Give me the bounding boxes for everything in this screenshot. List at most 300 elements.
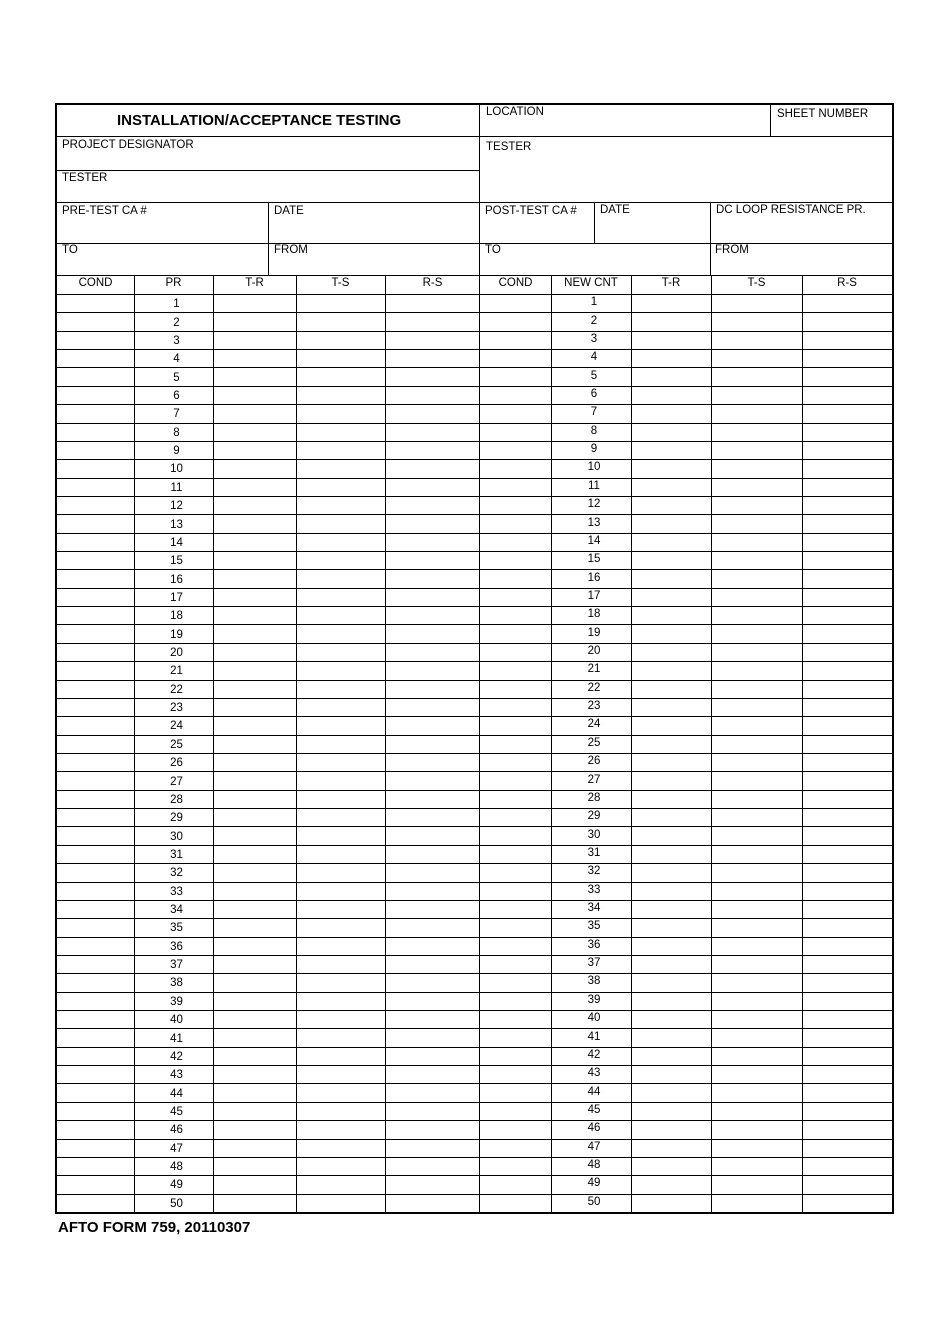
left-cell-input[interactable] bbox=[385, 551, 480, 569]
left-cell-input[interactable] bbox=[296, 1139, 385, 1157]
right-cell-input[interactable] bbox=[711, 661, 802, 679]
right-cell-input[interactable] bbox=[711, 1139, 802, 1157]
left-cell-input[interactable] bbox=[213, 606, 296, 624]
left-cell-input[interactable] bbox=[385, 973, 480, 991]
left-cell-input[interactable] bbox=[213, 1065, 296, 1083]
left-cell-input[interactable] bbox=[296, 900, 385, 918]
left-cell-input[interactable] bbox=[385, 1157, 480, 1175]
right-cell-input[interactable] bbox=[711, 551, 802, 569]
right-cell-input[interactable] bbox=[711, 680, 802, 698]
right-cell-input[interactable] bbox=[631, 973, 711, 991]
right-cell-input[interactable] bbox=[802, 918, 892, 936]
left-cell-input[interactable] bbox=[57, 661, 134, 679]
right-cell-input[interactable] bbox=[802, 294, 892, 312]
left-cell-input[interactable] bbox=[57, 882, 134, 900]
left-cell-input[interactable] bbox=[385, 826, 480, 844]
right-cell-input[interactable] bbox=[802, 808, 892, 826]
right-cell-input[interactable] bbox=[802, 331, 892, 349]
left-cell-input[interactable] bbox=[385, 1047, 480, 1065]
left-cell-input[interactable] bbox=[57, 349, 134, 367]
left-cell-input[interactable] bbox=[213, 698, 296, 716]
left-cell-input[interactable] bbox=[57, 698, 134, 716]
left-cell-input[interactable] bbox=[385, 367, 480, 385]
left-cell-input[interactable] bbox=[57, 1028, 134, 1046]
left-cell-input[interactable] bbox=[296, 367, 385, 385]
right-cell-input[interactable] bbox=[631, 441, 711, 459]
left-cell-input[interactable] bbox=[296, 937, 385, 955]
right-cell-input[interactable] bbox=[802, 533, 892, 551]
left-cell-input[interactable] bbox=[296, 1120, 385, 1138]
right-cell-input[interactable] bbox=[711, 404, 802, 422]
left-cell-input[interactable] bbox=[213, 661, 296, 679]
left-cell-input[interactable] bbox=[213, 312, 296, 330]
right-cell-input[interactable] bbox=[711, 386, 802, 404]
right-cell-input[interactable] bbox=[480, 514, 551, 532]
left-cell-input[interactable] bbox=[213, 973, 296, 991]
left-cell-input[interactable] bbox=[296, 1175, 385, 1193]
left-cell-input[interactable] bbox=[57, 1139, 134, 1157]
right-cell-input[interactable] bbox=[480, 882, 551, 900]
right-cell-input[interactable] bbox=[631, 606, 711, 624]
right-cell-input[interactable] bbox=[480, 423, 551, 441]
right-cell-input[interactable] bbox=[711, 423, 802, 441]
left-cell-input[interactable] bbox=[385, 753, 480, 771]
left-cell-input[interactable] bbox=[57, 1102, 134, 1120]
right-cell-input[interactable] bbox=[711, 441, 802, 459]
left-cell-input[interactable] bbox=[296, 569, 385, 587]
left-cell-input[interactable] bbox=[385, 937, 480, 955]
left-cell-input[interactable] bbox=[296, 808, 385, 826]
right-cell-input[interactable] bbox=[480, 331, 551, 349]
left-cell-input[interactable] bbox=[57, 1194, 134, 1212]
right-cell-input[interactable] bbox=[480, 1175, 551, 1193]
left-cell-input[interactable] bbox=[296, 1047, 385, 1065]
left-cell-input[interactable] bbox=[385, 569, 480, 587]
right-cell-input[interactable] bbox=[480, 698, 551, 716]
right-cell-input[interactable] bbox=[480, 294, 551, 312]
left-cell-input[interactable] bbox=[296, 753, 385, 771]
left-cell-input[interactable] bbox=[57, 643, 134, 661]
left-cell-input[interactable] bbox=[385, 404, 480, 422]
left-cell-input[interactable] bbox=[57, 533, 134, 551]
left-cell-input[interactable] bbox=[296, 1010, 385, 1028]
right-cell-input[interactable] bbox=[631, 937, 711, 955]
left-cell-input[interactable] bbox=[385, 423, 480, 441]
left-cell-input[interactable] bbox=[57, 826, 134, 844]
right-cell-input[interactable] bbox=[802, 863, 892, 881]
left-cell-input[interactable] bbox=[296, 882, 385, 900]
left-cell-input[interactable] bbox=[385, 698, 480, 716]
left-cell-input[interactable] bbox=[296, 1065, 385, 1083]
right-cell-input[interactable] bbox=[802, 661, 892, 679]
right-cell-input[interactable] bbox=[631, 1047, 711, 1065]
left-cell-input[interactable] bbox=[213, 349, 296, 367]
left-cell-input[interactable] bbox=[296, 698, 385, 716]
right-cell-input[interactable] bbox=[711, 533, 802, 551]
left-cell-input[interactable] bbox=[213, 367, 296, 385]
left-cell-input[interactable] bbox=[213, 569, 296, 587]
left-cell-input[interactable] bbox=[296, 643, 385, 661]
right-cell-input[interactable] bbox=[480, 1120, 551, 1138]
left-cell-input[interactable] bbox=[296, 588, 385, 606]
left-cell-input[interactable] bbox=[385, 918, 480, 936]
left-cell-input[interactable] bbox=[213, 918, 296, 936]
left-cell-input[interactable] bbox=[57, 918, 134, 936]
left-cell-input[interactable] bbox=[57, 569, 134, 587]
right-cell-input[interactable] bbox=[480, 1139, 551, 1157]
right-cell-input[interactable] bbox=[711, 643, 802, 661]
left-cell-input[interactable] bbox=[213, 735, 296, 753]
right-cell-input[interactable] bbox=[631, 643, 711, 661]
left-cell-input[interactable] bbox=[57, 496, 134, 514]
left-cell-input[interactable] bbox=[213, 753, 296, 771]
left-cell-input[interactable] bbox=[296, 533, 385, 551]
left-cell-input[interactable] bbox=[385, 514, 480, 532]
right-cell-input[interactable] bbox=[802, 423, 892, 441]
right-cell-input[interactable] bbox=[480, 1083, 551, 1101]
right-cell-input[interactable] bbox=[802, 1028, 892, 1046]
right-cell-input[interactable] bbox=[480, 937, 551, 955]
left-cell-input[interactable] bbox=[385, 643, 480, 661]
left-cell-input[interactable] bbox=[385, 588, 480, 606]
right-cell-input[interactable] bbox=[711, 716, 802, 734]
right-cell-input[interactable] bbox=[711, 459, 802, 477]
left-cell-input[interactable] bbox=[57, 1175, 134, 1193]
right-cell-input[interactable] bbox=[711, 569, 802, 587]
left-cell-input[interactable] bbox=[57, 753, 134, 771]
right-cell-input[interactable] bbox=[711, 698, 802, 716]
left-cell-input[interactable] bbox=[213, 1120, 296, 1138]
right-cell-input[interactable] bbox=[480, 1047, 551, 1065]
left-cell-input[interactable] bbox=[213, 331, 296, 349]
left-cell-input[interactable] bbox=[57, 1047, 134, 1065]
left-cell-input[interactable] bbox=[385, 1083, 480, 1101]
right-cell-input[interactable] bbox=[802, 569, 892, 587]
right-cell-input[interactable] bbox=[480, 735, 551, 753]
right-cell-input[interactable] bbox=[802, 955, 892, 973]
right-cell-input[interactable] bbox=[802, 606, 892, 624]
right-cell-input[interactable] bbox=[631, 1157, 711, 1175]
right-cell-input[interactable] bbox=[480, 900, 551, 918]
left-cell-input[interactable] bbox=[57, 735, 134, 753]
left-cell-input[interactable] bbox=[213, 551, 296, 569]
right-cell-input[interactable] bbox=[802, 1175, 892, 1193]
right-cell-input[interactable] bbox=[631, 826, 711, 844]
right-cell-input[interactable] bbox=[802, 1010, 892, 1028]
to-field-right[interactable] bbox=[480, 243, 710, 276]
left-cell-input[interactable] bbox=[213, 294, 296, 312]
tester-field-right[interactable] bbox=[480, 137, 892, 203]
left-cell-input[interactable] bbox=[213, 826, 296, 844]
left-cell-input[interactable] bbox=[296, 716, 385, 734]
left-cell-input[interactable] bbox=[296, 845, 385, 863]
right-cell-input[interactable] bbox=[711, 514, 802, 532]
left-cell-input[interactable] bbox=[385, 349, 480, 367]
right-cell-input[interactable] bbox=[802, 349, 892, 367]
left-cell-input[interactable] bbox=[57, 386, 134, 404]
right-cell-input[interactable] bbox=[631, 1083, 711, 1101]
left-cell-input[interactable] bbox=[213, 441, 296, 459]
left-cell-input[interactable] bbox=[385, 312, 480, 330]
left-cell-input[interactable] bbox=[57, 1065, 134, 1083]
left-cell-input[interactable] bbox=[296, 771, 385, 789]
right-cell-input[interactable] bbox=[802, 312, 892, 330]
left-cell-input[interactable] bbox=[385, 1102, 480, 1120]
left-cell-input[interactable] bbox=[296, 1194, 385, 1212]
right-cell-input[interactable] bbox=[480, 845, 551, 863]
right-cell-input[interactable] bbox=[480, 533, 551, 551]
right-cell-input[interactable] bbox=[631, 680, 711, 698]
right-cell-input[interactable] bbox=[631, 900, 711, 918]
right-cell-input[interactable] bbox=[480, 478, 551, 496]
right-cell-input[interactable] bbox=[802, 826, 892, 844]
left-cell-input[interactable] bbox=[296, 1102, 385, 1120]
right-cell-input[interactable] bbox=[802, 1102, 892, 1120]
right-cell-input[interactable] bbox=[631, 294, 711, 312]
left-cell-input[interactable] bbox=[57, 955, 134, 973]
left-cell-input[interactable] bbox=[213, 771, 296, 789]
right-cell-input[interactable] bbox=[802, 790, 892, 808]
right-cell-input[interactable] bbox=[802, 716, 892, 734]
right-cell-input[interactable] bbox=[480, 349, 551, 367]
left-cell-input[interactable] bbox=[213, 1047, 296, 1065]
right-cell-input[interactable] bbox=[631, 478, 711, 496]
right-cell-input[interactable] bbox=[480, 661, 551, 679]
left-cell-input[interactable] bbox=[296, 606, 385, 624]
left-cell-input[interactable] bbox=[213, 716, 296, 734]
left-cell-input[interactable] bbox=[213, 882, 296, 900]
right-cell-input[interactable] bbox=[711, 955, 802, 973]
left-cell-input[interactable] bbox=[57, 1010, 134, 1028]
left-cell-input[interactable] bbox=[385, 459, 480, 477]
right-cell-input[interactable] bbox=[711, 790, 802, 808]
right-cell-input[interactable] bbox=[711, 808, 802, 826]
left-cell-input[interactable] bbox=[385, 1194, 480, 1212]
left-cell-input[interactable] bbox=[385, 1010, 480, 1028]
right-cell-input[interactable] bbox=[631, 918, 711, 936]
right-cell-input[interactable] bbox=[631, 367, 711, 385]
right-cell-input[interactable] bbox=[480, 588, 551, 606]
right-cell-input[interactable] bbox=[480, 918, 551, 936]
left-cell-input[interactable] bbox=[385, 1120, 480, 1138]
left-cell-input[interactable] bbox=[213, 1010, 296, 1028]
right-cell-input[interactable] bbox=[711, 863, 802, 881]
right-cell-input[interactable] bbox=[802, 771, 892, 789]
right-cell-input[interactable] bbox=[802, 1083, 892, 1101]
left-cell-input[interactable] bbox=[57, 680, 134, 698]
left-cell-input[interactable] bbox=[57, 808, 134, 826]
right-cell-input[interactable] bbox=[802, 1194, 892, 1212]
left-cell-input[interactable] bbox=[296, 955, 385, 973]
left-cell-input[interactable] bbox=[213, 1102, 296, 1120]
right-cell-input[interactable] bbox=[631, 790, 711, 808]
left-cell-input[interactable] bbox=[296, 514, 385, 532]
right-cell-input[interactable] bbox=[480, 386, 551, 404]
left-cell-input[interactable] bbox=[296, 331, 385, 349]
left-cell-input[interactable] bbox=[385, 992, 480, 1010]
right-cell-input[interactable] bbox=[480, 808, 551, 826]
right-cell-input[interactable] bbox=[631, 1028, 711, 1046]
right-cell-input[interactable] bbox=[802, 367, 892, 385]
right-cell-input[interactable] bbox=[480, 367, 551, 385]
right-cell-input[interactable] bbox=[631, 735, 711, 753]
right-cell-input[interactable] bbox=[802, 1139, 892, 1157]
left-cell-input[interactable] bbox=[296, 404, 385, 422]
left-cell-input[interactable] bbox=[213, 386, 296, 404]
right-cell-input[interactable] bbox=[802, 973, 892, 991]
left-cell-input[interactable] bbox=[213, 937, 296, 955]
left-cell-input[interactable] bbox=[57, 992, 134, 1010]
right-cell-input[interactable] bbox=[480, 441, 551, 459]
right-cell-input[interactable] bbox=[711, 753, 802, 771]
left-cell-input[interactable] bbox=[213, 1139, 296, 1157]
left-cell-input[interactable] bbox=[296, 863, 385, 881]
left-cell-input[interactable] bbox=[213, 588, 296, 606]
left-cell-input[interactable] bbox=[213, 845, 296, 863]
left-cell-input[interactable] bbox=[385, 863, 480, 881]
left-cell-input[interactable] bbox=[385, 1175, 480, 1193]
right-cell-input[interactable] bbox=[631, 1102, 711, 1120]
right-cell-input[interactable] bbox=[480, 771, 551, 789]
right-cell-input[interactable] bbox=[631, 533, 711, 551]
right-cell-input[interactable] bbox=[711, 1047, 802, 1065]
left-cell-input[interactable] bbox=[385, 882, 480, 900]
left-cell-input[interactable] bbox=[57, 478, 134, 496]
right-cell-input[interactable] bbox=[802, 1065, 892, 1083]
right-cell-input[interactable] bbox=[480, 1194, 551, 1212]
right-cell-input[interactable] bbox=[631, 331, 711, 349]
right-cell-input[interactable] bbox=[802, 588, 892, 606]
right-cell-input[interactable] bbox=[631, 496, 711, 514]
right-cell-input[interactable] bbox=[480, 753, 551, 771]
right-cell-input[interactable] bbox=[631, 1194, 711, 1212]
left-cell-input[interactable] bbox=[213, 900, 296, 918]
right-cell-input[interactable] bbox=[802, 735, 892, 753]
date-field-right[interactable] bbox=[595, 203, 710, 243]
right-cell-input[interactable] bbox=[711, 331, 802, 349]
right-cell-input[interactable] bbox=[711, 1175, 802, 1193]
left-cell-input[interactable] bbox=[57, 441, 134, 459]
left-cell-input[interactable] bbox=[296, 918, 385, 936]
left-cell-input[interactable] bbox=[213, 1083, 296, 1101]
left-cell-input[interactable] bbox=[385, 624, 480, 642]
right-cell-input[interactable] bbox=[480, 973, 551, 991]
right-cell-input[interactable] bbox=[711, 826, 802, 844]
right-cell-input[interactable] bbox=[711, 1028, 802, 1046]
right-cell-input[interactable] bbox=[711, 882, 802, 900]
right-cell-input[interactable] bbox=[480, 992, 551, 1010]
right-cell-input[interactable] bbox=[711, 367, 802, 385]
left-cell-input[interactable] bbox=[296, 423, 385, 441]
left-cell-input[interactable] bbox=[57, 423, 134, 441]
right-cell-input[interactable] bbox=[711, 1157, 802, 1175]
left-cell-input[interactable] bbox=[385, 808, 480, 826]
right-cell-input[interactable] bbox=[711, 1102, 802, 1120]
left-cell-input[interactable] bbox=[296, 551, 385, 569]
left-cell-input[interactable] bbox=[57, 845, 134, 863]
right-cell-input[interactable] bbox=[480, 1010, 551, 1028]
right-cell-input[interactable] bbox=[711, 973, 802, 991]
location-field[interactable] bbox=[480, 105, 769, 137]
right-cell-input[interactable] bbox=[480, 1028, 551, 1046]
right-cell-input[interactable] bbox=[631, 716, 711, 734]
left-cell-input[interactable] bbox=[57, 588, 134, 606]
right-cell-input[interactable] bbox=[711, 937, 802, 955]
left-cell-input[interactable] bbox=[296, 459, 385, 477]
left-cell-input[interactable] bbox=[385, 661, 480, 679]
right-cell-input[interactable] bbox=[802, 478, 892, 496]
right-cell-input[interactable] bbox=[631, 386, 711, 404]
right-cell-input[interactable] bbox=[631, 661, 711, 679]
left-cell-input[interactable] bbox=[213, 1028, 296, 1046]
left-cell-input[interactable] bbox=[57, 312, 134, 330]
right-cell-input[interactable] bbox=[631, 771, 711, 789]
left-cell-input[interactable] bbox=[385, 478, 480, 496]
left-cell-input[interactable] bbox=[385, 1028, 480, 1046]
right-cell-input[interactable] bbox=[480, 606, 551, 624]
right-cell-input[interactable] bbox=[480, 624, 551, 642]
right-cell-input[interactable] bbox=[711, 496, 802, 514]
right-cell-input[interactable] bbox=[480, 826, 551, 844]
right-cell-input[interactable] bbox=[802, 514, 892, 532]
from-field-right[interactable] bbox=[711, 243, 892, 276]
left-cell-input[interactable] bbox=[385, 294, 480, 312]
pre-test-ca-field[interactable] bbox=[57, 203, 268, 243]
left-cell-input[interactable] bbox=[57, 331, 134, 349]
left-cell-input[interactable] bbox=[213, 1175, 296, 1193]
right-cell-input[interactable] bbox=[480, 1157, 551, 1175]
left-cell-input[interactable] bbox=[213, 863, 296, 881]
left-cell-input[interactable] bbox=[385, 441, 480, 459]
right-cell-input[interactable] bbox=[480, 790, 551, 808]
left-cell-input[interactable] bbox=[296, 312, 385, 330]
right-cell-input[interactable] bbox=[802, 496, 892, 514]
left-cell-input[interactable] bbox=[57, 404, 134, 422]
right-cell-input[interactable] bbox=[711, 1194, 802, 1212]
left-cell-input[interactable] bbox=[213, 624, 296, 642]
right-cell-input[interactable] bbox=[802, 900, 892, 918]
left-cell-input[interactable] bbox=[296, 661, 385, 679]
right-cell-input[interactable] bbox=[802, 459, 892, 477]
right-cell-input[interactable] bbox=[631, 1120, 711, 1138]
right-cell-input[interactable] bbox=[711, 771, 802, 789]
left-cell-input[interactable] bbox=[57, 459, 134, 477]
from-field-left[interactable] bbox=[269, 243, 480, 276]
left-cell-input[interactable] bbox=[296, 441, 385, 459]
sheet-number-field[interactable] bbox=[771, 105, 892, 137]
right-cell-input[interactable] bbox=[711, 312, 802, 330]
right-cell-input[interactable] bbox=[480, 496, 551, 514]
left-cell-input[interactable] bbox=[213, 478, 296, 496]
left-cell-input[interactable] bbox=[213, 680, 296, 698]
left-cell-input[interactable] bbox=[57, 514, 134, 532]
right-cell-input[interactable] bbox=[631, 588, 711, 606]
right-cell-input[interactable] bbox=[802, 1047, 892, 1065]
left-cell-input[interactable] bbox=[213, 533, 296, 551]
right-cell-input[interactable] bbox=[802, 680, 892, 698]
right-cell-input[interactable] bbox=[802, 441, 892, 459]
right-cell-input[interactable] bbox=[631, 1065, 711, 1083]
tester-field-left[interactable] bbox=[57, 171, 480, 203]
right-cell-input[interactable] bbox=[631, 845, 711, 863]
left-cell-input[interactable] bbox=[57, 606, 134, 624]
left-cell-input[interactable] bbox=[296, 496, 385, 514]
left-cell-input[interactable] bbox=[213, 808, 296, 826]
right-cell-input[interactable] bbox=[802, 551, 892, 569]
right-cell-input[interactable] bbox=[802, 404, 892, 422]
right-cell-input[interactable] bbox=[802, 1120, 892, 1138]
to-field-left[interactable] bbox=[57, 243, 268, 276]
